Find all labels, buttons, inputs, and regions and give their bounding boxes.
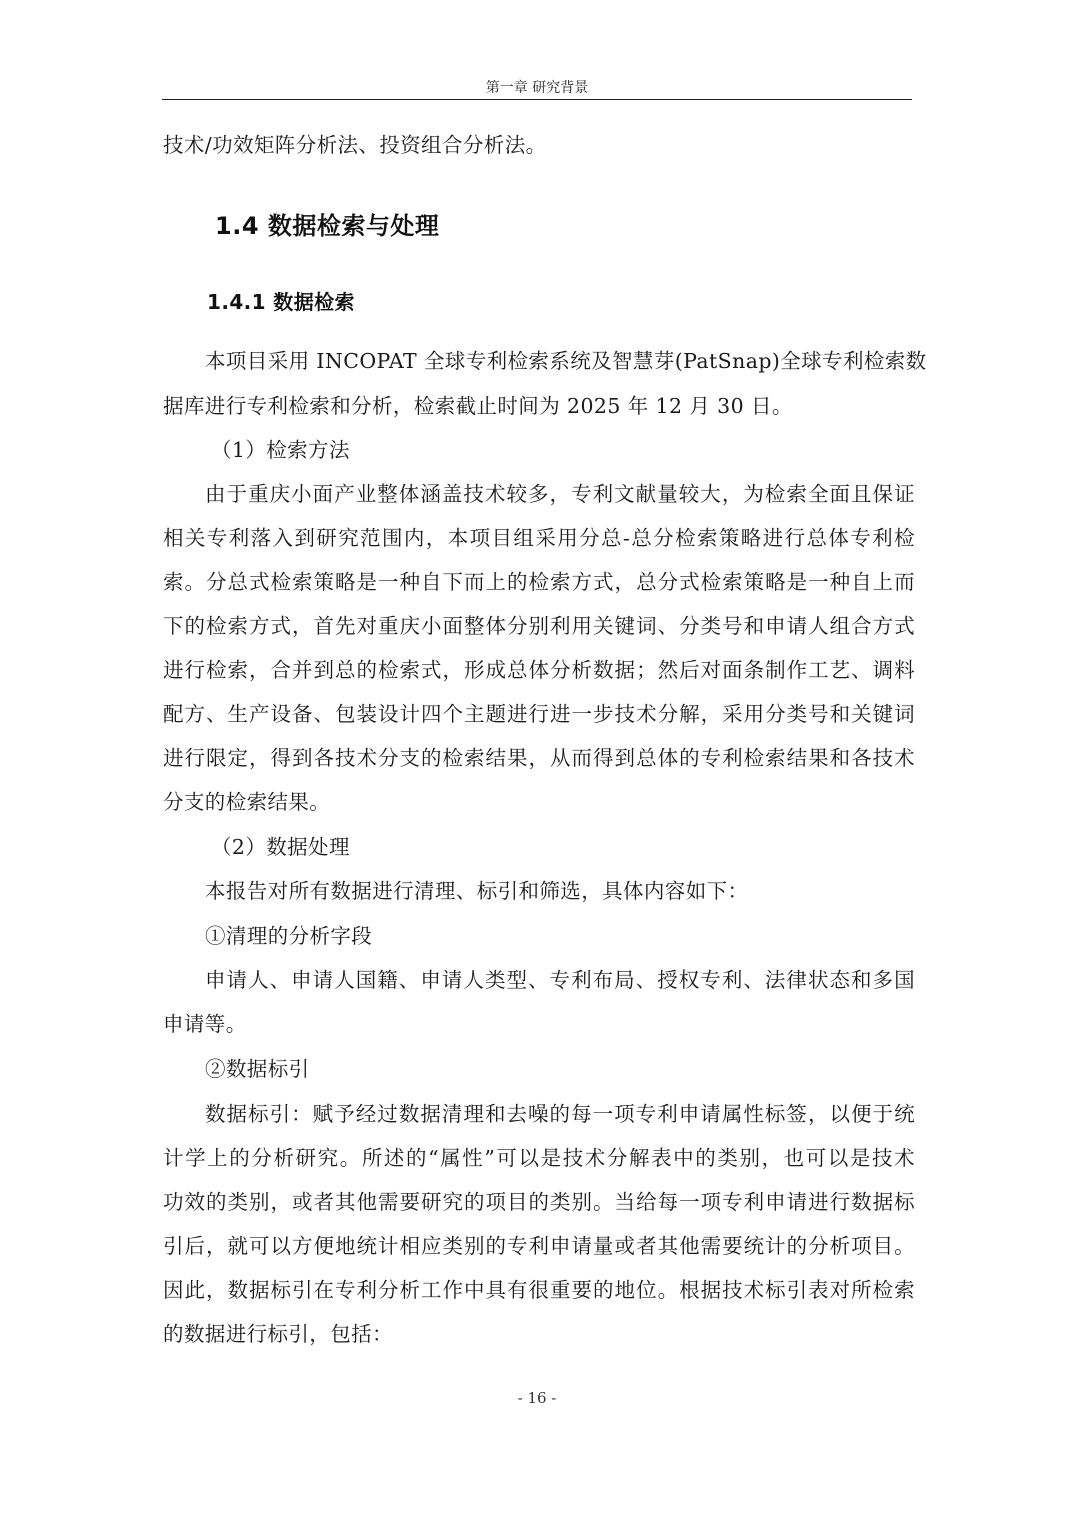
cleanup-fields-heading: ①清理的分析字段	[205, 924, 373, 948]
intro-line-1: 本项目采用 INCOPAT 全球专利检索系统及智慧芽(PatSnap)全球专利检索数	[205, 349, 927, 373]
intro-line-2: 据库进行专利检索和分析，检索截止时间为 2025 年 12 月 30 日。	[163, 394, 793, 418]
method-line-4: 下的检索方式，首先对重庆小面整体分别利用关键词、分类号和申请人组合方式	[163, 614, 915, 638]
method-heading: （1）检索方法	[211, 438, 350, 462]
indexing-line-5: 因此，数据标引在专利分析工作中具有很重要的地位。根据技术标引表对所检索	[163, 1278, 915, 1302]
method-line-5: 进行检索，合并到总的检索式，形成总体分析数据；然后对面条制作工艺、调料	[163, 658, 915, 682]
section-heading: 1.4 数据检索与处理	[215, 212, 440, 240]
header-rule	[162, 99, 912, 100]
method-line-7: 进行限定，得到各技术分支的检索结果，从而得到总体的专利检索结果和各技术	[163, 746, 915, 770]
processing-intro: 本报告对所有数据进行清理、标引和筛选，具体内容如下：	[205, 879, 749, 903]
method-line-8: 分支的检索结果。	[163, 790, 331, 814]
method-line-2: 相关专利落入到研究范围内，本项目组采用分总-总分检索策略进行总体专利检	[163, 526, 915, 550]
cleanup-line-2: 申请等。	[163, 1012, 247, 1036]
subsection-heading: 1.4.1 数据检索	[207, 290, 355, 314]
indexing-line-1: 数据标引：赋予经过数据清理和去噪的每一项专利申请属性标签，以便于统	[205, 1102, 915, 1126]
processing-heading: （2）数据处理	[211, 835, 350, 859]
indexing-line-2: 计学上的分析研究。所述的“属性”可以是技术分解表中的类别，也可以是技术	[163, 1146, 915, 1170]
indexing-line-3: 功效的类别，或者其他需要研究的项目的类别。当给每一项专利申请进行数据标	[163, 1190, 915, 1214]
carryover-paragraph: 技术/功效矩阵分析法、投资组合分析法。	[163, 133, 547, 157]
method-line-6: 配方、生产设备、包装设计四个主题进行进一步技术分解，采用分类号和关键词	[163, 702, 915, 726]
indexing-line-4: 引后，就可以方便地统计相应类别的专利申请量或者其他需要统计的分析项目。	[163, 1234, 915, 1258]
cleanup-line-1: 申请人、申请人国籍、申请人类型、专利布局、授权专利、法律状态和多国	[205, 968, 915, 992]
page-number: - 16 -	[517, 1389, 557, 1407]
indexing-line-6: 的数据进行标引，包括：	[163, 1322, 393, 1346]
method-line-1: 由于重庆小面产业整体涵盖技术较多，专利文献量较大，为检索全面且保证	[205, 482, 915, 506]
method-line-3: 索。分总式检索策略是一种自下而上的检索方式，总分式检索策略是一种自上而	[163, 570, 915, 594]
running-header: 第一章 研究背景	[485, 80, 589, 96]
indexing-heading: ②数据标引	[205, 1057, 310, 1081]
